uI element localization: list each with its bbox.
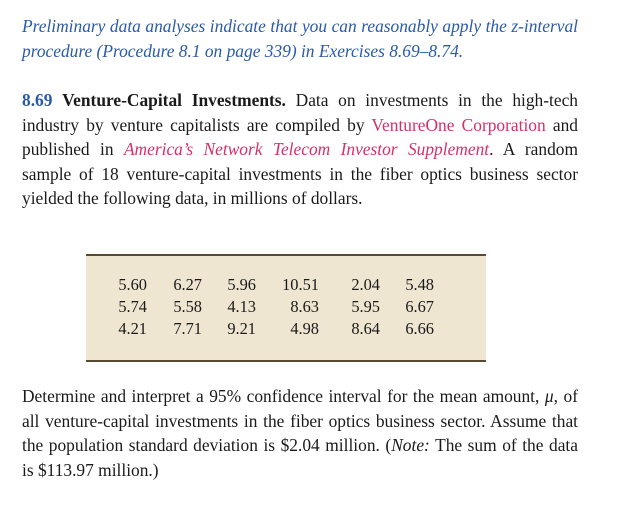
table-cell: 6.67: [405, 297, 434, 316]
exercise-number: 8.69: [22, 90, 53, 110]
question-text-2: , of all venture-capital investments in the fiber optics business sector. Assume that the population standard deviation is $2.04 million. (: [22, 386, 579, 455]
table-cell: 4.21: [118, 319, 147, 338]
table-cell: 5.58: [173, 297, 202, 316]
note-label: Note:: [391, 435, 430, 455]
table-cell: 7.71: [173, 319, 202, 338]
table-cell: 5.48: [405, 275, 434, 294]
intro-paragraph: [22, 14, 578, 64]
table-row: [113, 296, 434, 318]
question-text-1: Determine and interpret a 95% confidence interval for the mean amount,: [22, 386, 545, 406]
table-cell: 5.74: [118, 297, 147, 316]
exercise-paragraph: [22, 88, 578, 211]
exercise-publication: America’s Network Telecom Investor Supplement: [123, 139, 490, 159]
table-cell: 4.13: [227, 297, 256, 316]
table-row: [113, 318, 434, 340]
exercise-text-1: Data on investments in the high-tech industry by venture capitalists are compiled by: [22, 90, 578, 135]
exercise-text-3: . A random sample of 18 venture-capital investments in the fiber optics business sector yielded the following data, in millions of dollars.: [22, 139, 578, 208]
exercise-text-2: and published in: [22, 114, 578, 159]
data-table: [113, 274, 434, 340]
textbook-page: [22, 14, 578, 211]
intro-end: .: [458, 41, 464, 61]
table-cell: 9.21: [227, 319, 256, 338]
table-cell: 5.60: [118, 275, 147, 294]
exercise-title: Venture-Capital Investments.: [62, 90, 286, 110]
question-paragraph: [22, 384, 578, 482]
table-cell: 5.96: [227, 275, 256, 294]
table-cell: 8.64: [351, 319, 380, 338]
table-row: [113, 274, 434, 296]
mu-symbol: μ: [544, 386, 554, 406]
table-cell: 6.66: [405, 319, 434, 338]
intro-text: Preliminary data analyses indicate that you can reasonably apply the z-interval procedure (Procedure 8.1 on page 339) in Exercises: [22, 16, 578, 61]
intro-exercise-range: 8.69–8.74: [389, 41, 459, 61]
question-text-3: The sum of the data is $113.97 million.): [22, 435, 578, 480]
data-box: [86, 254, 486, 362]
table-cell: 10.51: [282, 275, 319, 294]
table-cell: 2.04: [351, 275, 380, 294]
exercise-source-name: VentureOne Corporation: [371, 114, 546, 135]
table-cell: 8.63: [290, 297, 319, 316]
table-cell: 4.98: [290, 319, 319, 338]
table-cell: 6.27: [173, 275, 202, 294]
table-cell: 5.95: [351, 297, 380, 316]
